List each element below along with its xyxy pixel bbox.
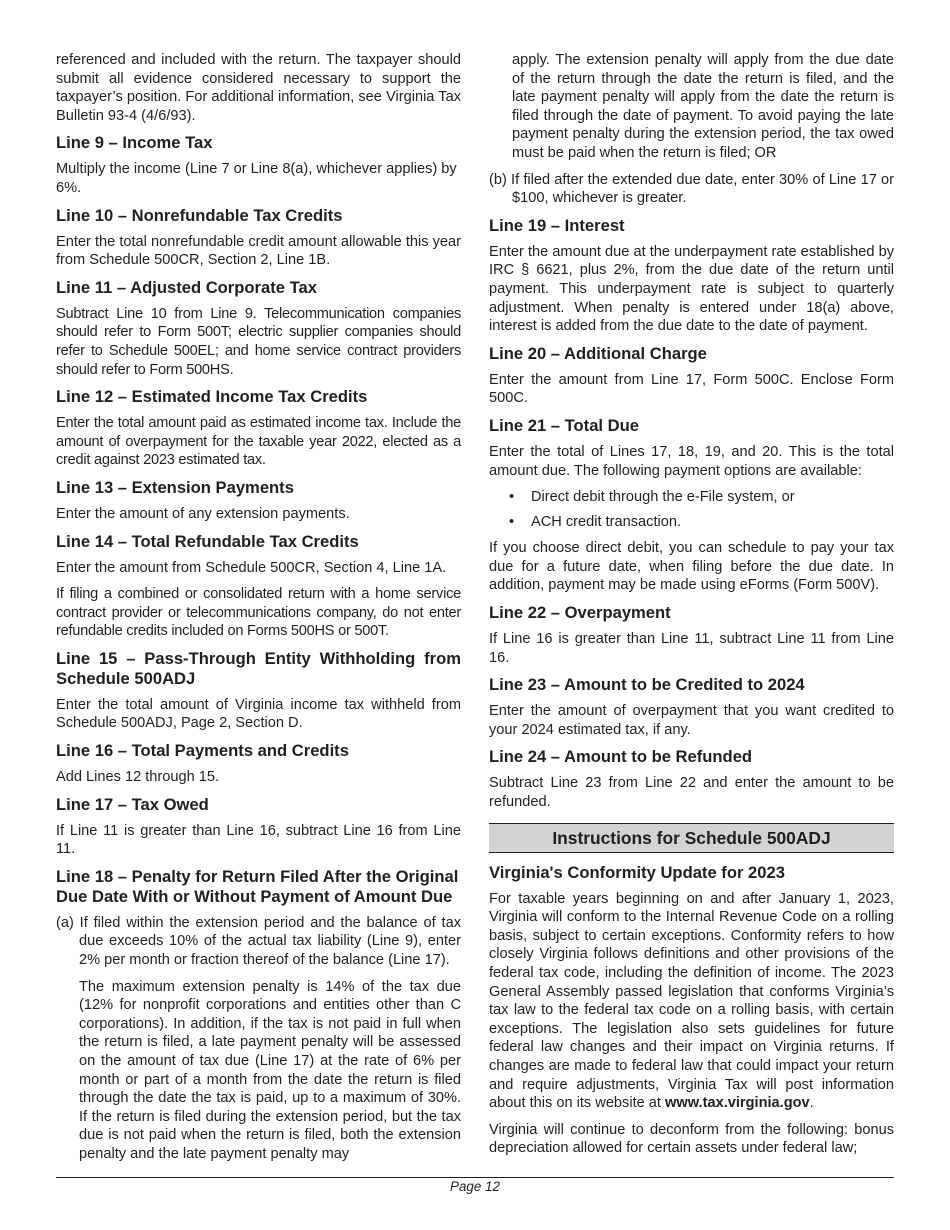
line-21-note: If you choose direct debit, you can schedule to pay your tax due for a future date, when filing before the due date. In addition, payment may be made using eForms (Form 500V). <box>489 540 894 594</box>
section-banner: Instructions for Schedule 500ADJ <box>489 823 894 853</box>
deconformity-text: Virginia will continue to deconform from the following: bonus depreciation allowed for certain assets under federal law; <box>489 1121 894 1157</box>
line-20-heading: Line 20 – Additional Charge <box>489 343 707 363</box>
line-13-heading: Line 13 – Extension Payments <box>56 477 294 497</box>
line-14-text: Enter the amount from Schedule 500CR, Section 4, Line 1A. <box>56 559 447 576</box>
line-18-item-a: (a) If filed within the extension period and the balance of tax due exceeds 10% of the actual tax liability (Line 9), enter 2% per month or fraction thereof of the balance (Line 17). <box>56 914 461 969</box>
list-item-text: Direct debit through the e-File system, or <box>531 489 795 506</box>
payment-options-list <box>489 488 894 531</box>
conformity-heading: Virginia's Conformity Update for 2023 <box>489 862 785 882</box>
list-item <box>489 488 894 507</box>
intro-paragraph: referenced and included with the return. The taxpayer should submit all evidence considered necessary to support the taxpayer’s position. For additional information, see Virginia Tax Bulletin 93-4 (4/6/93). <box>56 52 461 124</box>
right-column <box>489 51 894 1166</box>
line-23-heading: Line 23 – Amount to be Credited to 2024 <box>489 675 805 695</box>
line-11-heading: Line 11 – Adjusted Corporate Tax <box>56 277 317 297</box>
line-15-text: Enter the total amount of Virginia income tax withheld from Schedule 500ADJ, Page 2, Section D. <box>56 696 461 732</box>
conformity-text <box>489 890 894 1113</box>
list-item-text: ACH credit transaction. <box>531 513 682 530</box>
line-18-heading: Line 18 – Penalty for Return Filed After the Original Due Date With or Without Payment of Amount Due <box>56 866 459 906</box>
line-18-continued: apply. The extension penalty will apply from the due date of the return through the date the return is filed, and the late payment penalty will apply from the date the return is filed through the date of payment. To avoid paying the late payment penalty during the extension period, the tax owed must be paid when the return is filed; OR <box>512 52 894 161</box>
line-14-note: If filing a combined or consolidated return with a home service contract provider or telecommunications company, do not enter refundable credits included on Forms 500HS or 500T. <box>56 586 461 640</box>
conformity-body: For taxable years beginning on and after January 1, 2023, Virginia will conform to the Internal Revenue Code on a rolling basis, subject to certain exceptions. Conformity refers to how closely Virginia follows definitions and other provisions of the federal tax code, including the definition of income. The 2023 General Assembly passed legislation that conforms Virginia’s tax law to the federal tax code on a rolling basis, with certain exceptions. The legislation also sets guidelines for future federal law changes and their impact on Virginia returns. If changes are made to federal law that could impact your return and require adjustments, Virginia Tax will post information about this on its website at <box>489 890 894 1112</box>
line-14-heading: Line 14 – Total Refundable Tax Credits <box>56 531 359 551</box>
line-12-text: Enter the total amount paid as estimated income tax. Include the amount of overpayment for the taxable year 2022, elected as a credit against 2023 estimated tax. <box>56 415 461 469</box>
line-9-heading: Line 9 – Income Tax <box>56 133 213 153</box>
line-19-text: Enter the amount due at the underpayment rate established by IRC § 6621, plus 2%, from the due date of the return until payment. This underpayment rate is subject to quarterly adjustment. When penalty is entered under 18(a) above, interest is added from the due date to the date of payment. <box>489 243 894 335</box>
line-11-text: Subtract Line 10 from Line 9. Telecommunication companies should refer to Form 500T; electric supplier companies should refer to Schedule 500EL; and home service contract providers should refer to Form 500HS. <box>56 305 461 378</box>
page-number: Page 12 <box>450 1179 500 1194</box>
line-19-heading: Line 19 – Interest <box>489 215 625 235</box>
conformity-period: . <box>809 1095 814 1112</box>
line-24-heading: Line 24 – Amount to be Refunded <box>489 747 753 767</box>
left-column <box>56 51 461 1172</box>
list-item <box>489 513 894 532</box>
line-24-text: Subtract Line 23 from Line 22 and enter the amount to be refunded. <box>489 775 894 811</box>
line-20-text: Enter the amount from Line 17, Form 500C. Enclose Form 500C. <box>489 371 894 407</box>
website-link[interactable]: www.tax.virginia.gov <box>665 1095 810 1112</box>
line-17-text: If Line 11 is greater than Line 16, subtract Line 16 from Line 11. <box>56 822 461 858</box>
line-10-text: Enter the total nonrefundable credit amount allowable this year from Schedule 500CR, Section 2, Line 1B. <box>56 233 461 269</box>
line-10-heading: Line 10 – Nonrefundable Tax Credits <box>56 205 343 225</box>
line-18-item-a-detail: The maximum extension penalty is 14% of the tax due (12% for nonprofit corporations and entities other than C corporations). In addition, if the tax is not paid in full when the return is filed, a late payment penalty will be assessed on the amount of tax due (Line 17) at the rate of 6% per month or part of a month from the date the return is filed through the date the tax is paid, up to a maximum of 30%. If the return is filed during the extension period, but the tax due is not paid when the return is filed, both the extension penalty and the late payment penalty may <box>79 978 461 1162</box>
line-18-item-b: (b) If filed after the extended due date, enter 30% of Line 17 or $100, whichever is greater. <box>489 171 894 207</box>
line-22-heading: Line 22 – Overpayment <box>489 603 671 623</box>
line-17-heading: Line 17 – Tax Owed <box>56 794 209 814</box>
line-13-text: Enter the amount of any extension payments. <box>56 505 350 522</box>
line-15-heading: Line 15 – Pass-Through Entity Withholding from Schedule 500ADJ <box>56 648 461 688</box>
bullet-icon: • <box>509 489 515 506</box>
line-16-heading: Line 16 – Total Payments and Credits <box>56 741 349 761</box>
line-12-heading: Line 12 – Estimated Income Tax Credits <box>56 387 368 407</box>
line-23-text: Enter the amount of overpayment that you want credited to your 2024 estimated tax, if any. <box>489 703 894 738</box>
bullet-icon: • <box>509 513 515 530</box>
line-21-text: Enter the total of Lines 17, 18, 19, and 20. This is the total amount due. The following payment options are available: <box>489 443 894 479</box>
line-22-text: If Line 16 is greater than Line 11, subtract Line 11 from Line 16. <box>489 631 894 666</box>
line-16-text: Add Lines 12 through 15. <box>56 769 220 786</box>
line-9-text: Multiply the income (Line 7 or Line 8(a), whichever applies) by 6%. <box>56 161 457 196</box>
line-21-heading: Line 21 – Total Due <box>489 415 639 435</box>
footer-rule <box>56 1177 894 1178</box>
